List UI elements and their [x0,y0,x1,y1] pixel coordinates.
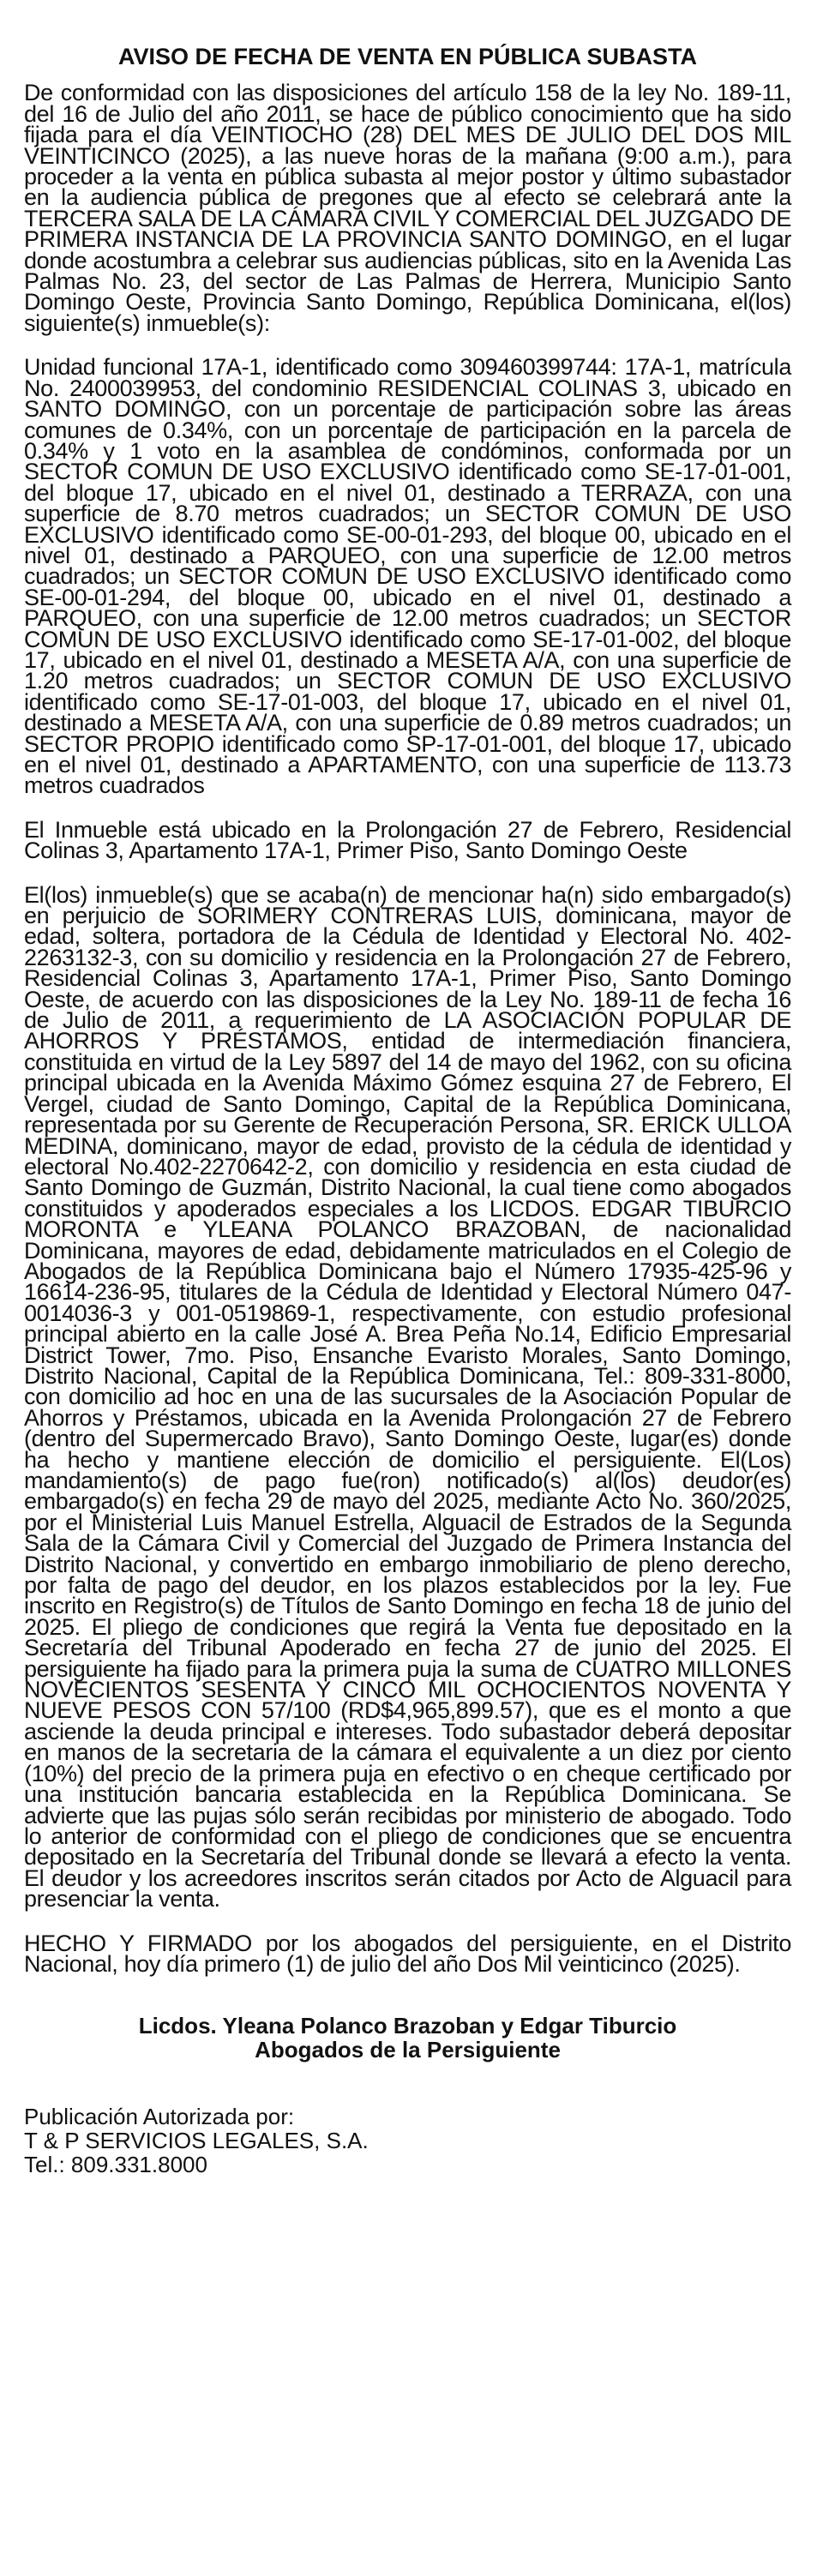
signer-names: Licdos. Yleana Polanco Brazoban y Edgar Tiburcio [138,2013,677,2039]
publication-label: Publicación Autorizada por: [24,2104,295,2130]
publication-company: T & P SERVICIOS LEGALES, S.A. [24,2128,369,2154]
signer-role: Abogados de la Persiguiente [255,2037,561,2063]
publication-phone: Tel.: 809.331.8000 [24,2152,207,2178]
signers-block [24,2014,791,2062]
paragraph-seizure-details: El(los) inmueble(s) que se acaba(n) de mencionar ha(n) sido embargado(s) en perjuicio de SORIMERY CONTRERAS LUIS, dominicana, mayor de edad, soltera, portadora de la Cédula de Identidad y Electoral No. 402-2263132-3, con su domicilio y residencia en la Prolongación 27 de Febrero, Residencial Colinas 3, Apartamento 17A-1, Primer Piso, Santo Domingo Oeste, de acuerdo con las disposiciones de la Ley No. 189-11 de fecha 16 de Julio de 2011, a requerimiento de LA ASOCIACIÓN POPULAR DE AHORROS Y PRÉSTAMOS, entidad de intermediación financiera, constituida en virtud de la Ley 5897 del 14 de mayo del 1962, con su oficina principal ubicada en la Avenida Máximo Gómez esquina 27 de Febrero, El Vergel, ciudad de Santo Domingo, Capital de la República Dominicana, representada por su Gerente de Recuperación Persona, SR. ERICK ULLOA MEDINA, dominicano, mayor de edad, provisto de la cédula de identidad y electoral No.402-2270642-2, con domicilio y residencia en esta ciudad de Santo Domingo de Guzmán, Distrito Nacional, la cual tiene como abogados constituidos y apoderados especiales a los LICDOS. EDGAR TIBURCIO MORONTA e YLEANA POLANCO BRAZOBAN, de nacionalidad Dominicana, mayores de edad, debidamente matriculados en el Colegio de Abogados de la República Dominicana bajo el Número 17935-425-96 y 16614-236-95, titulares de la Cédula de Identidad y Electoral Número 047-0014036-3 y 001-0519869-1, respectivamente, con estudio profesional principal abierto en la calle José A. Brea Peña No.14, Edificio Empresarial District Tower, 7mo. Piso, Ensanche Evaristo Morales, Santo Domingo, Distrito Nacional, Capital de la República Dominicana, Tel.: 809-331-8000, con domicilio ad hoc en una de las sucursales de la Asociación Popular de Ahorros y Préstamos, ubicada en la Avenida Prolongación 27 de Febrero (dentro del Supermercado Bravo), Santo Domingo Oeste, lugar(es) donde ha hecho y mantiene elección de domicilio el persiguiente. El(Los) mandamiento(s) de pago fue(ron) notificado(s) al(los) deudor(es) embargado(s) en fecha 29 de mayo del 2025, mediante Acto No. 360/2025, por el Ministerial Luis Manuel Estrella, Alguacil de Estrados de la Segunda Sala de la Cámara Civil y Comercial del Juzgado de Primera Instancia del Distrito Nacional, y convertido en embargo inmobiliario de pleno derecho, por falta de pago del deudor, en los plazos establecidos por la ley. Fue inscrito en Registro(s) de Títulos de Santo Domingo en fecha 18 de junio del 2025. El pliego de condiciones que regirá la Venta fue depositado en la Secretaría del Tribunal Apoderado en fecha 27 de junio del 2025. El persiguiente ha fijado para la primera puja la suma de CUATRO MILLONES NOVECIENTOS SESENTA Y CINCO MIL OCHOCIENTOS NOVENTA Y NUEVE PESOS CON 57/100 (RD$4,965,899.57), que es el monto a que asciende la deuda principal e intereses. Todo subastador deberá depositar en manos de la secretaria de la cámara el equivalente a un diez por ciento (10%) del precio de la primera puja en efectivo o en cheque certificado por una institución bancaria establecida en la República Dominicana. Se advierte que las pujas sólo serán recibidas por ministerio de abogado. Todo lo anterior de conformidad con el pliego de condiciones que se encuentra depositado en la Secretaría del Tribunal donde se llevará a efecto la venta. El deudor y los acreedores inscritos serán citados por Acto de Alguacil para presenciar la venta. [24,881,791,1912]
paragraph-property-location: El Inmueble está ubicado en la Prolongación 27 de Febrero, Residencial Colinas 3, Apartamento 17A-1, Primer Piso, Santo Domingo Oeste [24,816,791,864]
publication-block [24,2105,791,2177]
paragraph-property-description: Unidad funcional 17A-1, identificado como 309460399744: 17A-1, matrícula No. 2400039953, del condominio RESIDENCIAL COLINAS 3, ubicado en SANTO DOMINGO, con un porcentaje de participación sobre las áreas comunes de 0.34%, con un porcentaje de participación en la parcela de 0.34% y 1 voto en la asamblea de condóminos, conformada por un SECTOR COMUN DE USO EXCLUSIVO identificado como SE-17-01-001, del bloque 17, ubicado en el nivel 01, destinado a TERRAZA, con una superficie de 8.70 metros cuadrados; un SECTOR COMUN DE USO EXCLUSIVO identificado como SE-00-01-293, del bloque 00, ubicado en el nivel 01, destinado a PARQUEO, con una superficie de 12.00 metros cuadrados; un SECTOR COMUN DE USO EXCLUSIVO identificado como SE-00-01-294, del bloque 00, ubicado en el nivel 01, destinado a PARQUEO, con una superficie de 12.00 metros cuadrados; un SECTOR COMUN DE USO EXCLUSIVO identificado como SE-17-01-002, del bloque 17, ubicado en el nivel 01, destinado a MESETA A/A, con una superficie de 1.20 metros cuadrados; un SECTOR COMUN DE USO EXCLUSIVO identificado como SE-17-01-003, del bloque 17, ubicado en el nivel 01, destinado a MESETA A/A, con una superficie de 0.89 metros cuadrados; un SECTOR PROPIO identificado como SP-17-01-001, del bloque 17, ubicado en el nivel 01, destinado a APARTAMENTO, con una superficie de 113.73 metros cuadrados [24,354,791,799]
paragraph-signed-statement: HECHO Y FIRMADO por los abogados del persiguiente, en el Distrito Nacional, hoy día primero (1) de julio del año Dos Mil veinticinco (2025). [24,1930,791,1977]
paragraph-announcement: De conformidad con las disposiciones del artículo 158 de la ley No. 189-11, del 16 de Julio del año 2011, se hace de público conocimiento que ha sido fijada para el día VEINTIOCHO (28) DEL MES DE JULIO DEL DOS MIL VEINTICINCO (2025), a las nueve horas de la mañana (9:00 a.m.), para proceder a la venta en pública subasta al mejor postor y último subastador en la audiencia pública de pregones que al efecto se celebrará ante la TERCERA SALA DE LA CÁMARA CIVIL Y COMERCIAL DEL JUZGADO DE PRIMERA INSTANCIA DE LA PROVINCIA SANTO DOMINGO, en el lugar donde acostumbra a celebrar sus audiencias públicas, sito en la Avenida Las Palmas No. 23, del sector de Las Palmas de Herrera, Municipio Santo Domingo Oeste, Provincia Santo Domingo, República Dominicana, el(los) siguiente(s) inmueble(s): [24,80,791,336]
notice-title: AVISO DE FECHA DE VENTA EN PÚBLICA SUBASTA [117,44,698,69]
